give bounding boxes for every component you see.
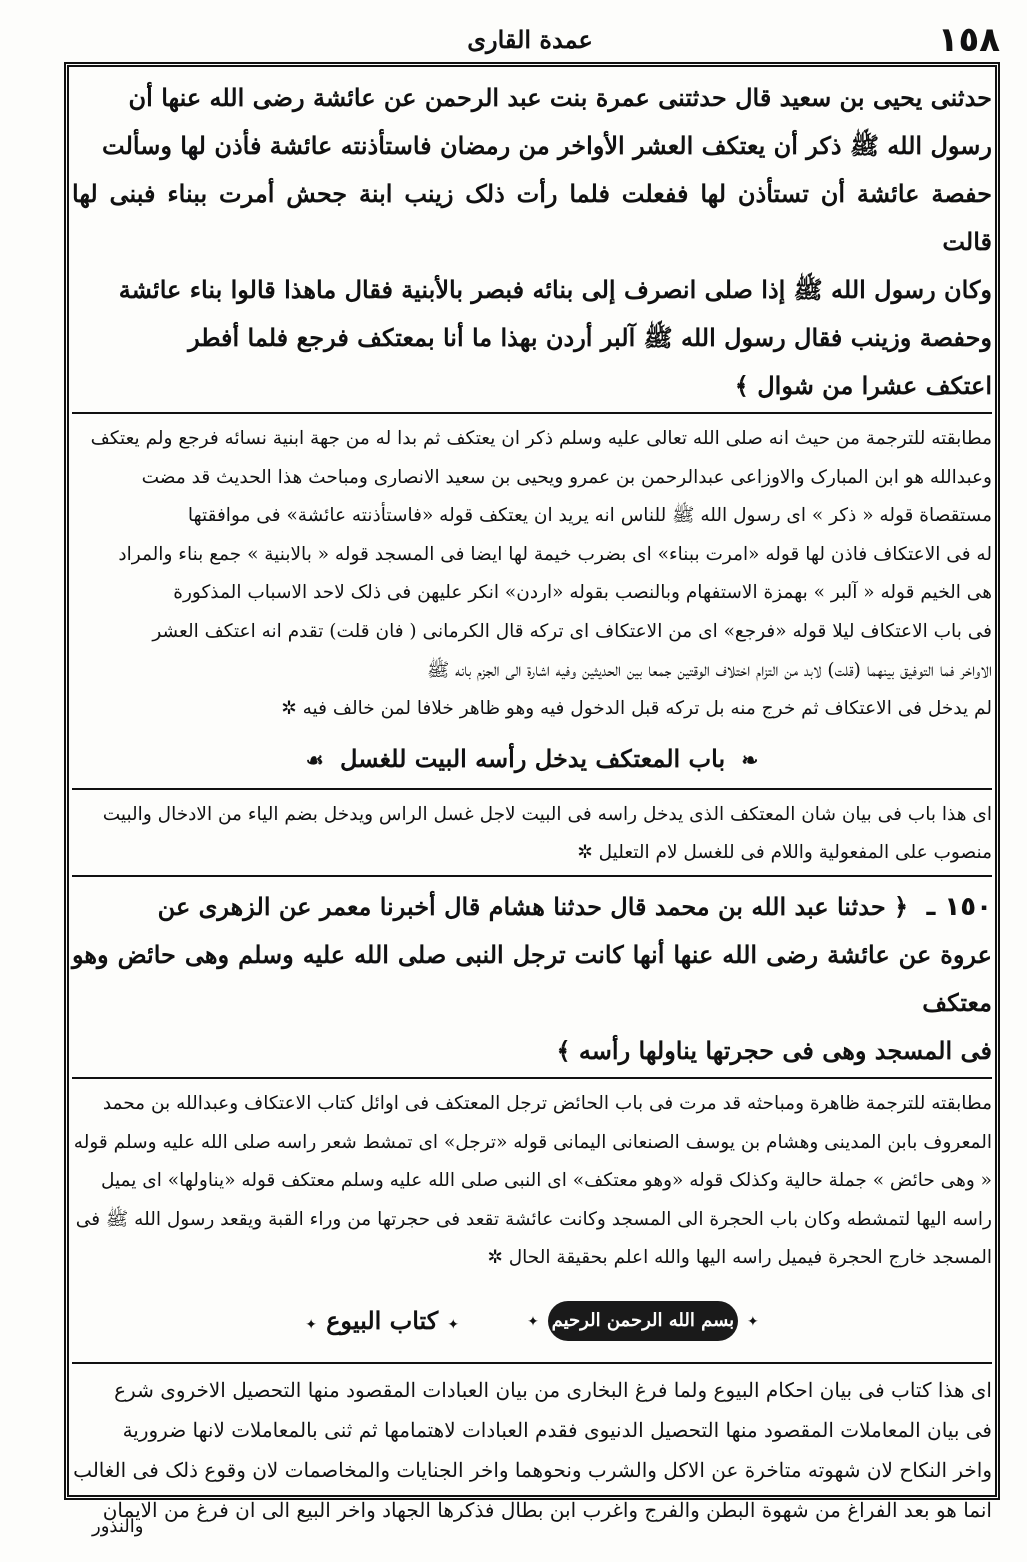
hadith-line: اعتکف عشرا من شوال ﴾ xyxy=(734,371,992,400)
book-title-heading xyxy=(301,1306,463,1335)
page-number: ١٥٨ xyxy=(937,20,1000,60)
hadith-number: ١٥٠ ـ xyxy=(926,891,992,922)
section-divider xyxy=(72,1077,992,1079)
basmala-heading xyxy=(523,1301,763,1341)
commentary-line: لم یدخل فی الاعتکاف ثم خرج منه بل ترکه قبل الدخول فیه وهو ظاهر خلافا لمن خالف فیه ✲ xyxy=(281,698,992,720)
commentary-2 xyxy=(72,796,992,873)
basmala-cartouche: بسم الله الرحمن الرحیم xyxy=(548,1301,738,1341)
commentary-line: فی باب الاعتکاف لیلا قوله «فرجع» ای من الاعتکاف ای ترکه قال الکرمانی ( فان قلت) تقدم انه اعتکف العشر xyxy=(152,620,992,642)
page-content xyxy=(72,74,992,1530)
commentary-line: فی بیان المعاملات المقصود منها التحصیل الدنیوی فقدم العبادات لاهتمامها ثم ثنی بالمعاملات لانها ضروریة xyxy=(122,1417,992,1442)
hadith-line: عروة عن عائشة رضی الله عنها أنها کانت ترجل النبی صلی الله علیه وسلم وهی حائض وهو معتکف xyxy=(72,939,992,1017)
commentary-line: وعبدالله هو ابن المبارک والاوزاعی عبدالرحمن بن عمرو ویحیی بن سعید الانصاری ومباحث هذا الحدیث قد مضت xyxy=(141,466,992,488)
running-title: عمدة القاری xyxy=(467,25,593,54)
commentary-line: منصوب علی المفعولیة واللام فی للغسل لام التعلیل ✲ xyxy=(577,842,992,864)
ornament-icon: ✦ xyxy=(447,1317,460,1334)
commentary-line: مستقصاة قوله « ذکر » ای رسول الله ﷺ للناس انه یرید ان یعتکف قوله «فاستأذنته عائشة» فی موافقتها xyxy=(187,505,992,527)
ornament-icon: ✦ xyxy=(305,1317,318,1334)
section-divider xyxy=(72,1362,992,1364)
hadith-line: حفصة عائشة أن تستأذن لها ففعلت فلما رأت ذلک زینب ابنة جحش أمرت ببناء فبنی لها قالت xyxy=(72,179,992,256)
commentary-line: واخر النکاح لان شهوته متاخرة عن الاکل والشرب ونحوهما واخر الجنایات والمخاصمات لان وقوع ذلک فی الغالب xyxy=(73,1457,992,1482)
catchword: والنذور xyxy=(92,1516,144,1537)
commentary-line: هی الخیم قوله « آلبر » بهمزة الاستفهام وبالنصب بقوله «اردن» انکر علیهن فی ذلک لاحد الاسباب المذکورة xyxy=(173,582,992,604)
book-heading xyxy=(72,1286,992,1356)
book-title: کتاب البیوع xyxy=(326,1306,439,1336)
commentary-line: راسه الیها لتمشطه وکان باب الحجرة الی المسجد وکانت عائشة تقعد فی حجرتها من وراء القبة ویقعد رسول الله ﷺ فی xyxy=(75,1208,992,1230)
commentary-line: الاواخر فما التوفیق بینهما (قلت) لابد من التزام اختلاف الوقتین جمعا بین الحدیثین وفیه اشارة الی الجزم بانه ﷺ xyxy=(426,659,992,681)
section-divider xyxy=(72,875,992,877)
commentary-line: مطابقته للترجمة ظاهرة ومباحثه قد مرت فی باب الحائض ترجل المعتکف فی اوائل کتاب الاعتکاف وعبدالله بن محمد xyxy=(102,1092,992,1114)
commentary-line: « وهی حائض » جملة حالیة وکذلک قوله «وهو معتکف» ای النبی صلی الله علیه وسلم معتکف قوله «یناولها» ای یمیل xyxy=(100,1170,992,1192)
section-divider xyxy=(72,412,992,414)
commentary-line: ای هذا باب فی بیان شان المعتکف الذی یدخل راسه فی البیت لاجل غسل الراس ویدخل بضم الیاء من الادخال والبیت xyxy=(102,803,992,825)
hadith-line: حدثنی یحیی بن سعید قال حدثتنی عمرة بنت عبد الرحمن عن عائشة رضی الله عنها أن xyxy=(128,83,992,112)
commentary-4 xyxy=(72,1370,992,1530)
commentary-line: المسجد خارج الحجرة فیمیل راسه الیها والله اعلم بحقیقة الحال ✲ xyxy=(487,1247,992,1269)
commentary-line: انما هو بعد الفراغ من شهوة البطن والفرج واغرب ابن بطال فذکرها الجهاد واخر البیع الی ان فرغ من الایمان xyxy=(102,1497,992,1522)
ornament-icon: ❧ xyxy=(741,747,759,772)
commentary-line: له فی الاعتکاف فاذن لها قوله «امرت ببناء» ای بضرب خیمة لها ایضا فی المسجد قوله « بالابنیة » جمع بناء والمراد xyxy=(118,543,992,565)
hadith-text-1 xyxy=(72,74,992,410)
section-divider xyxy=(72,788,992,790)
commentary-1 xyxy=(72,420,992,729)
commentary-line: مطابقته للترجمة من حیث انه صلی الله تعالی علیه وسلم ذکر ان یعتکف ثم بدا له من جهة ابنیة نسائه فرجع ولم یعتکف xyxy=(90,428,992,449)
ornament-icon: ☙ xyxy=(305,747,324,772)
commentary-line: المعروف بابن المدینی وهشام بن یوسف الصنعانی الیمانی قوله «ترجل» ای تمشط شعر راسه صلی الله علیه وسلم قوله xyxy=(73,1131,992,1153)
ornament-icon: ✦ xyxy=(527,1314,539,1331)
commentary-3 xyxy=(72,1085,992,1278)
commentary-line: ای هذا کتاب فی بیان احکام البیوع ولما فرغ البخاری من بیان العبادات المقصود منها التحصیل الاخروی شرع xyxy=(114,1377,992,1402)
hadith-line: رسول الله ﷺ ذکر أن یعتکف العشر الأواخر من رمضان فاستأذنته عائشة فأذن لها وسألت xyxy=(102,131,992,160)
hadith-text-2 xyxy=(72,883,992,1075)
chapter-title: باب المعتکف یدخل رأسه البیت للغسل xyxy=(340,743,726,773)
chapter-heading xyxy=(72,733,992,786)
hadith-line: وکان رسول الله ﷺ إذا صلی انصرف إلی بنائه فبصر بالأبنیة فقال ماهذا قالوا بناء عائشة xyxy=(118,275,992,304)
hadith-line: ﴿ حدثنا عبد الله بن محمد قال حدثنا هشام قال أخبرنا معمر عن الزهری عن xyxy=(157,891,909,921)
ornament-icon: ✦ xyxy=(746,1314,759,1331)
page-header xyxy=(60,18,1000,62)
hadith-line: فی المسجد وهی فی حجرتها یناولها رأسه ﴾ xyxy=(556,1035,992,1065)
hadith-line: وحفصة وزینب فقال رسول الله ﷺ آلبر أردن بهذا ما أنا بمعتکف فرجع فلما أفطر xyxy=(188,323,992,352)
